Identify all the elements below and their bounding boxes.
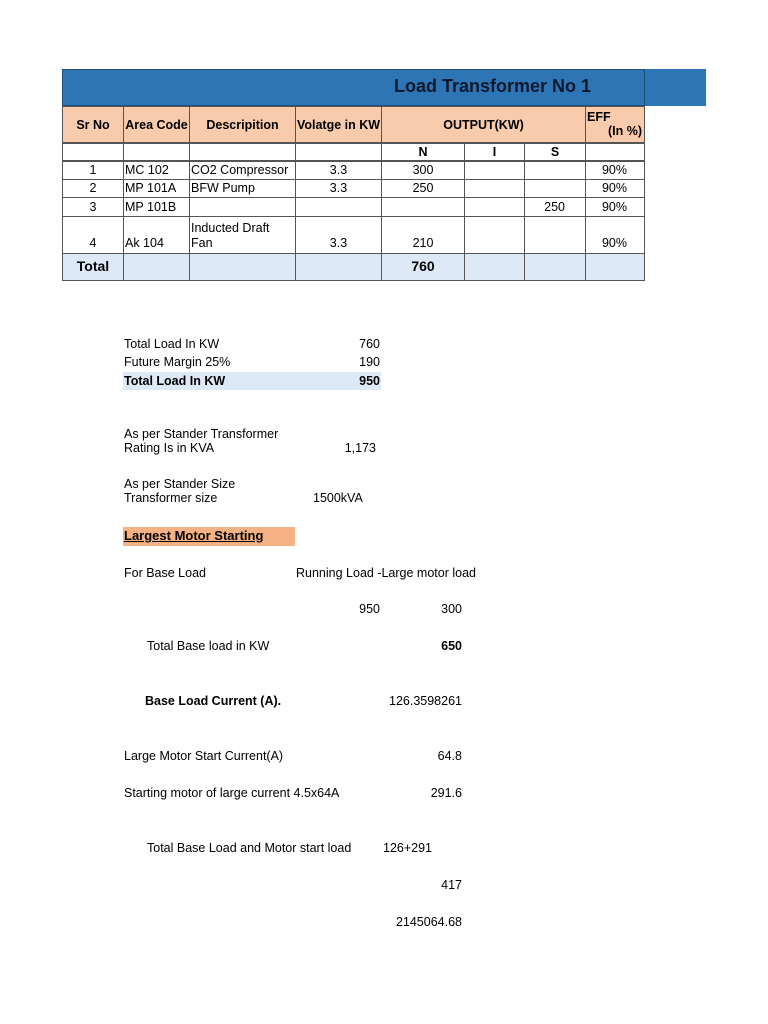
subheader-n: N: [381, 143, 465, 161]
cell-n: 250: [381, 179, 465, 198]
header-eff-label: EFF: [587, 110, 611, 124]
cell-i: [464, 179, 525, 198]
size-label-line2: Transformer size: [124, 491, 218, 505]
cell-desc: CO2 Compressor: [189, 161, 296, 180]
header-output: OUTPUT(KW): [381, 106, 586, 143]
total-empty: [123, 253, 190, 281]
cell-s: [524, 161, 586, 180]
total-empty: [524, 253, 586, 281]
combined-load-label: Total Base Load and Motor start load: [147, 841, 352, 855]
total-n-value: 760: [381, 253, 465, 281]
cell-desc: BFW Pump: [189, 179, 296, 198]
cell-s: [524, 179, 586, 198]
header-description: Descripition: [189, 106, 296, 143]
cell-sr: 3: [62, 197, 124, 217]
cell-area: MC 102: [123, 161, 190, 180]
cell-n: 300: [381, 161, 465, 180]
subheader-empty: [585, 143, 645, 161]
start-current-value: 64.8: [437, 749, 462, 763]
total-base-load-label: Total Base load in KW: [147, 639, 270, 653]
total-load-value: 760: [359, 337, 380, 351]
subheader-empty: [123, 143, 190, 161]
base-load-formula: Running Load -Large motor load: [296, 566, 476, 580]
subheader-empty: [295, 143, 382, 161]
cell-n: [381, 197, 465, 217]
cell-area: MP 101B: [123, 197, 190, 217]
title-bar-extension: [645, 69, 706, 106]
total-load-label: Total Load In KW: [124, 337, 220, 351]
cell-desc: [189, 216, 296, 254]
subheader-i: I: [464, 143, 525, 161]
cell-eff: 90%: [585, 179, 645, 198]
cell-area: Ak 104: [123, 216, 190, 254]
total-empty: [464, 253, 525, 281]
rating-label-line2: Rating Is in KVA: [124, 441, 215, 455]
base-load-current-value: 126.3598261: [389, 694, 462, 708]
future-margin-value: 190: [359, 355, 380, 369]
total-empty: [189, 253, 296, 281]
cell-n: 210: [381, 216, 465, 254]
size-value: 1500kVA: [313, 491, 363, 505]
running-load-value: 950: [359, 602, 380, 616]
large-motor-load-value: 300: [441, 602, 462, 616]
cell-eff: 90%: [585, 197, 645, 217]
header-eff-unit: (In %): [608, 124, 643, 138]
starting-current-value: 291.6: [430, 786, 462, 800]
future-margin-label: Future Margin 25%: [124, 355, 231, 369]
rating-label-line1: As per Stander Transformer: [124, 427, 279, 441]
subheader-empty: [189, 143, 296, 161]
total-empty: [295, 253, 382, 281]
size-label-line1: As per Stander Size: [124, 477, 236, 491]
cell-desc-line: Inducted Draft: [191, 221, 270, 235]
cell-eff: 90%: [585, 216, 645, 254]
cell-desc: [189, 197, 296, 217]
cell-volt: [295, 197, 382, 217]
cell-sr: 1: [62, 161, 124, 180]
cell-s: [524, 216, 586, 254]
total-base-load-value: 650: [441, 639, 462, 653]
cell-volt: 3.3: [295, 216, 382, 254]
subheader-empty: [62, 143, 124, 161]
total-label: Total: [62, 253, 124, 281]
header-eff: [585, 106, 645, 143]
base-load-label: For Base Load: [124, 566, 206, 580]
header-voltage: Volatge in KW: [295, 106, 382, 143]
combined-load-formula: 126+291: [383, 841, 433, 855]
cell-i: [464, 216, 525, 254]
cell-i: [464, 161, 525, 180]
header-sr-no: Sr No: [62, 106, 124, 143]
total-empty: [585, 253, 645, 281]
cell-i: [464, 197, 525, 217]
cell-eff: 90%: [585, 161, 645, 180]
base-load-current-label: Base Load Current (A).: [145, 694, 282, 708]
cell-sr: 4: [62, 216, 124, 254]
total-load-with-margin-value: 950: [359, 374, 380, 388]
header-area-code: Area Code: [123, 106, 190, 143]
subheader-s: S: [524, 143, 586, 161]
start-current-label: Large Motor Start Current(A): [124, 749, 284, 763]
cell-desc-line: Fan: [191, 236, 213, 250]
motor-heading: Largest Motor Starting: [124, 528, 264, 543]
cell-s: 250: [524, 197, 586, 217]
cell-area: MP 101A: [123, 179, 190, 198]
cell-sr: 2: [62, 179, 124, 198]
cell-volt: 3.3: [295, 179, 382, 198]
starting-current-label: Starting motor of large current 4.5x64A: [124, 786, 340, 800]
total-load-with-margin-label: Total Load In KW: [124, 374, 226, 388]
cell-volt: 3.3: [295, 161, 382, 180]
page-title: Load Transformer No 1: [394, 76, 592, 96]
rating-value: 1,173: [344, 441, 376, 455]
final-value: 2145064.68: [395, 915, 462, 929]
combined-load-value: 417: [441, 878, 462, 892]
